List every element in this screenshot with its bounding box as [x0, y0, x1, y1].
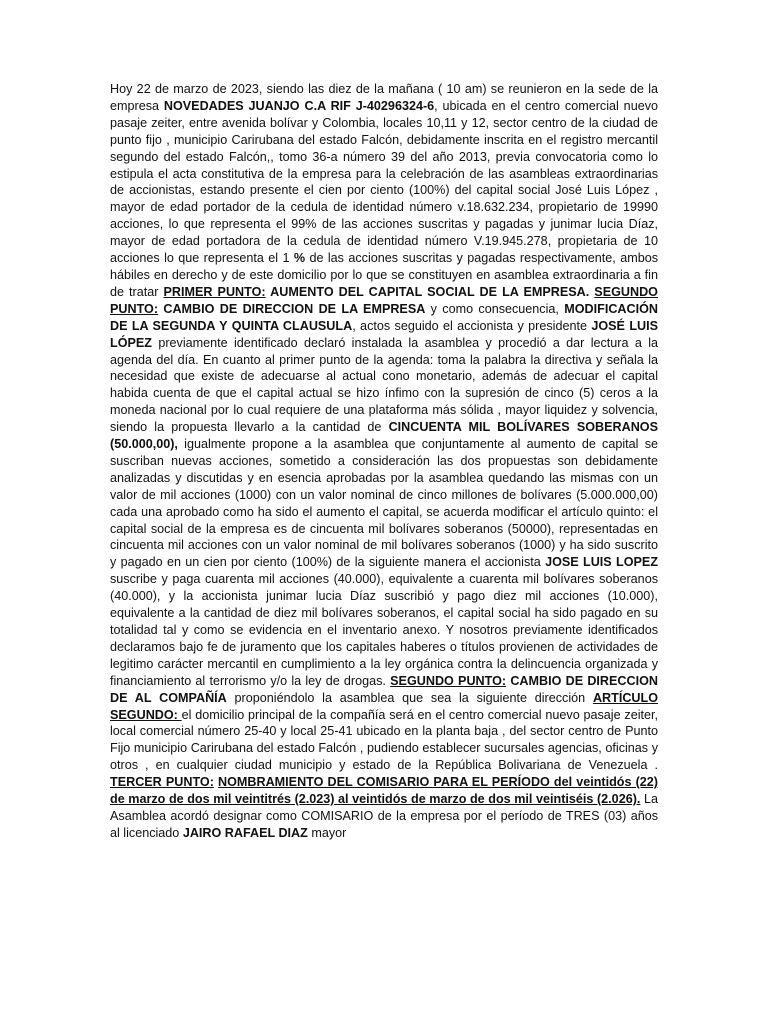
text-run: , actos seguido el accionista y presidente — [352, 318, 592, 333]
text-run: mayor — [307, 825, 347, 840]
bold-text-run: JOSÉ LUIS LÓPEZ — [110, 318, 659, 350]
text-run: Hoy 22 de marzo de 2023, siendo las diez de la mañana ( 10 am) se reunieron en la sede de la empresa — [110, 82, 658, 113]
bold-underlined-heading-run: ARTÍCULO SEGUNDO: — [110, 690, 658, 722]
bold-text-run: CAMBIO DE DIRECCION DE AL COMPAÑÍA — [110, 673, 658, 705]
bold-text-run: CINCUENTA MIL BOLÍVARES SOBERANOS (50.000,00), — [110, 420, 658, 452]
text-run: proponiéndolo la asamblea que sea la siguiente dirección — [226, 690, 593, 705]
text-run: suscribe y paga cuarenta mil acciones (40.000), equivalente a cuarenta mil bolívares soberanos (40.000), y la accionista junimar lucia Díaz suscribió y pago diez mil acciones (10.000), equivalente a la cantidad de diez mil bolívares soberanos, el capital social ha sido pagado en su totalidad tal y como se evidencia en el inventario anexo. Y nosotros previamente identificados declaramos bajo fe de juramento que los capitales haberes o títulos provienen de actividades de legitimo carácter mercantil en cumplimiento a la ley orgánica contra la delincuencia organizada y financiamiento al terrorismo y/o la ley de drogas. — [110, 572, 658, 688]
text-run: de las acciones suscritas y pagadas respectivamente, ambos hábiles en derecho y de este domicilio por lo que se constituyen en asamblea extraordinaria a fin de tratar — [110, 251, 658, 299]
bold-text-run: JAIRO RAFAEL DIAZ — [182, 825, 308, 840]
bold-text-run: JOSE LUIS LOPEZ — [545, 555, 659, 570]
bold-text-run: NOVEDADES JUANJO C.A RIF J-40296324-6 — [163, 98, 435, 113]
document-body-paragraph — [110, 81, 658, 842]
bold-underlined-heading-run: SEGUNDO PUNTO: — [110, 284, 658, 316]
text-run: igualmente propone a la asamblea que conjuntamente al aumento de capital se suscriban nuevas acciones, sometido a consideración las dos propuestas son debidamente analizadas y discutidas y en esencia aprobadas por la asamblea quedando las mismas con un valor de mil acciones (1000) con un valor nominal de cinco millones de bolívares (5.000.000,00) cada una aprobado como ha sido el aumento el capital, se acuerda modificar el artículo quinto: el capital social de la empresa es de cincuenta mil bolívares soberanos (50000), representadas en cincuenta mil acciones con un valor nominal de mil bolívares soberanos (1000) y ha sido suscrito y pagado en un cien por ciento (100%) de la siguiente manera el accionista — [110, 437, 658, 570]
text-run: La Asamblea acordó designar como COMISARIO de la empresa por el período de TRES (03) años al licenciado — [110, 792, 658, 840]
bold-underlined-heading-run: NOMBRAMIENTO DEL COMISARIO PARA EL PERÍODO del veintidós (22) de marzo de dos mil veintitrés (2.023) al veintidós de marzo de dos mil veintiséis (2.026). — [110, 775, 658, 807]
bold-text-run: AUMENTO DEL CAPITAL SOCIAL DE LA EMPRESA. — [265, 284, 595, 299]
text-run: , ubicada en el centro comercial nuevo pasaje zeiter, entre avenida bolívar y Colombia, locales 10,11 y 12, sector centro de la ciudad de punto fijo , municipio Carirubana del estado Falcón, debidamente inscrita en el registro mercantil segundo del estado Falcón,, tomo 36-a número 39 del año 2013, previa convocatoria como lo estipula el acta constitutiva de la empresa para la celebración de las asambleas extraordinarias de accionistas, estando presente el cien por ciento (100%) del capital social José Luis López , mayor de edad portador de la cedula de identidad número v.18.632.234, propietario de 19990 acciones, lo que representa el 99% de las acciones suscritas y pagadas y junimar lucia Díaz, mayor de edad portadora de la cedula de identidad número V.19.945.278, propietaria de 10 acciones lo que representa el 1 — [110, 98, 658, 266]
bold-underlined-heading-run: SEGUNDO PUNTO: — [390, 673, 507, 688]
text-run: el domicilio principal de la compañía será en el centro comercial nuevo pasaje zeiter, local comercial número 25-40 y local 25-41 ubicado en la planta baja , del sector centro de Punto Fijo municipio Carirubana del estado Falcón , pudiendo establecer sucursales agencias, oficinas y otros , en cualquier ciudad municipio y estado de la República Bolivariana de Venezuela . — [110, 707, 658, 773]
bold-underlined-heading-run: PRIMER PUNTO: — [163, 284, 266, 299]
text-run: y como consecuencia, — [425, 301, 565, 316]
bold-text-run: CAMBIO DE DIRECCION DE LA EMPRESA — [158, 301, 426, 316]
bold-underlined-heading-run: TERCER PUNTO: — [110, 775, 214, 790]
text-run: previamente identificado declaró instalada la asamblea y procedió a dar lectura a la agenda del día. En cuanto al primer punto de la agenda: toma la palabra la directiva y señala la necesidad que existe de adecuarse al actual cono monetario, además de adecuar el capital habida cuenta de que el capital actual se hizo ínfimo con la supresión de cinco (5) ceros a la moneda nacional por lo cual requiere de una plataforma más sólida , mayor liquidez y solvencia, siendo la propuesta llevarlo a la cantidad de — [110, 335, 658, 435]
bold-text-run: MODIFICACIÓN DE LA SEGUNDA Y QUINTA CLAUSULA — [110, 301, 658, 333]
bold-text-run: % — [293, 251, 306, 266]
